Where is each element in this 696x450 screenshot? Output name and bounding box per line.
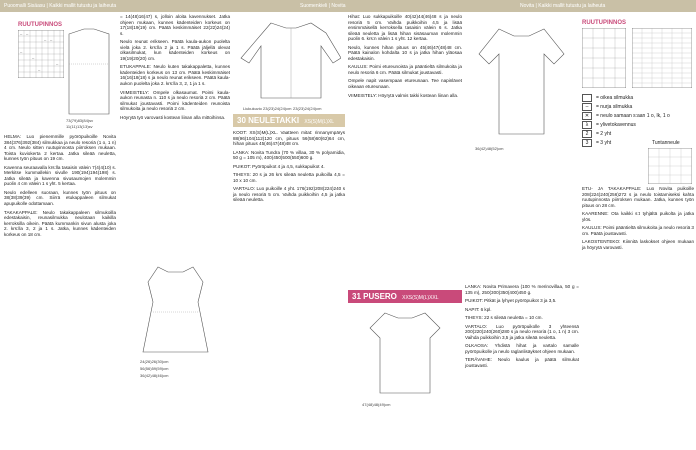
paragraph: Hihat: Luo sukkapuikoille 40(42)44(46)48 s ja neulo resoriä 5 cm. Vaihda puikkoihin 4,5 ja lisää ensimmäisellä kerroksella tasaisin välein 6 s. Jatka sileää neuletta ja lisää hihan sisäsauman molemmin puolin 6. krs:n välein 1 s yht. 12 kertaa. xyxy=(348,14,462,42)
legend-row xyxy=(582,94,692,101)
column-2-text xyxy=(120,14,230,123)
svg-text:–: – xyxy=(38,67,41,72)
paragraph: PUIKOT: Pitkät ja lyhyet pyöröpuikot 3 ja 3,5. xyxy=(465,298,557,304)
column-1 xyxy=(4,14,116,448)
column-1-text xyxy=(4,134,116,240)
header-middle-text: Suomenkieli | Novita xyxy=(300,3,346,9)
paragraph: HELMA: Luo pienemmille pyöröpuikoille Novita 384(376)392(384) silmukkaa ja neulo resoriä (1 o, 1 n) 4 cm. Neulo sitten ruutupinnosta piirroksen mukaan. Toista kuviokerta 2 kertaa. Jatka sileää neuletta, kunnes työn pituus on 19 cm. xyxy=(4,134,116,162)
paragraph: ETU- JA TAKAKAPPALE: Luo Novita puikoille 208(224)240(256)272 s ja neulo toistamiseksi kahta ruutupinnosta piirroksen mukaan. Jatka, kunnes työn pituus on 28 cm. xyxy=(582,186,694,208)
legend-symbol: ✕ xyxy=(582,112,592,120)
diagram-tag-1: 47(48)48(49)cm xyxy=(362,402,391,407)
column-3 xyxy=(233,14,345,448)
paragraph: ETUKAPPALE: Neulo kuten takakappaletta, kunnes kädenteiden korkeus on 13 cm. Päätä keskimmäiset 16(16)18(18) s ja neulo reunat erikseen. Päätä kaula-aukon puolelta joka 2. krs:lla 3, 2, 1 ja 1 s. xyxy=(120,64,230,87)
column-3-text xyxy=(233,130,345,206)
diagram-tag-1: Liukukuvio 23(23)24(24)cm xyxy=(243,106,292,111)
svg-text:–: – xyxy=(50,37,53,42)
legend-text: = oikea silmukka xyxy=(596,94,634,101)
paragraph: TAKAKAPPALE: Neulo takakappaleen silmukoilla edestakaisin, reunasilmukka neulotaan kaikilla kerroksilla oikein. Päätä kummankin sivun alusta joka 2. krs:lla 3, 2 ja 1 s. Jatka, kunnes kädenteiden korkeus on 18 cm. xyxy=(4,209,116,237)
paragraph: VIIMEISTELY: Höyrytä valmis takki kostean liinan alla. xyxy=(348,92,459,98)
tuntanneule-chart xyxy=(648,148,692,184)
column-4 xyxy=(348,14,462,448)
paragraph: Neulo, kunnes hihan pituus on 45(46)47(48)48 cm. Päätä kainalon kohdalta 10 s ja jatka hihan yläosaa edestakaisin. xyxy=(348,44,462,61)
legend-text: = nurja silmukka xyxy=(596,103,633,110)
paragraph: OLKAOSA: Yhdistä hihat ja vartalo samalle pyöröpuikolle ja neulo raglanlisäykset ohjeen mukaan. xyxy=(465,343,579,354)
pullover-schematic xyxy=(360,308,450,398)
section-30-header xyxy=(233,114,345,127)
svg-text:–: – xyxy=(32,55,35,60)
sweater-schematic xyxy=(469,24,573,144)
legend-symbol: 2 xyxy=(582,130,592,138)
paragraph: KAULUS: Poimi etureunoista ja pääntieltä silmukoita ja neulo resoriä 6 cm. Päätä silmukat joustavasti. xyxy=(348,64,462,75)
header-left-text: Puoomalli Sisäasu | Kaikki mallit tutustu ja laiheuta xyxy=(4,3,117,9)
column-6-text xyxy=(582,186,694,253)
paragraph: KAULUS: Poimi pääntieltä silmukoita ja neulo resoriä 3 cm. Päätä joustavasti. xyxy=(582,225,694,236)
legend-row xyxy=(582,130,692,137)
diagram-tag-1: 73(79)83(84)sv xyxy=(66,118,94,123)
paragraph: LANKA: Novita Primavera (100 % merinovillaa, 50 g = 135 m), 250(300)350(400)450 g. xyxy=(465,284,579,295)
paragraph: PUIKOT: Pyöröpuikot 4 ja 4,5, sukkapuikot 4. xyxy=(233,163,325,169)
paragraph: VARTALO: Luo pyöröpuikolle 3 yhteensä 200(220)240(260)280 s ja neulo resoriä (1 o, 1 n) 3 cm. Vaihda puikkoihin 3,5 ja jatka sileää neuletta. xyxy=(465,323,579,340)
ruutupinnos-label: RUUTUPINNOS xyxy=(18,22,63,28)
legend-symbol: λ xyxy=(582,121,592,129)
stitch-chart xyxy=(632,28,692,88)
section-title: 30 NEULETAKKI xyxy=(237,116,300,125)
paragraph: LAKOSTENTEKO: Kiinnitä laskokset ohjeen mukaan ja höyrytä varovasti. xyxy=(582,239,694,250)
ruutupinnos-chart xyxy=(18,30,64,78)
header-right-text: Novita | Kaikki mallit tutustu ja laiheuta xyxy=(520,3,606,9)
svg-text:–: – xyxy=(20,49,23,54)
diagram-tag-1: 36(42)48(52)cm xyxy=(475,146,504,151)
section-title: 31 PUSERO xyxy=(352,292,397,301)
column-4-text xyxy=(348,14,462,101)
ruutupinnos-label: RUUTUPINNOS xyxy=(582,20,627,26)
ruutupinnos-chart xyxy=(582,28,626,88)
legend-row xyxy=(582,121,692,128)
svg-text:–: – xyxy=(26,31,29,36)
legend-text: = neulo samaan s:aan 1 o, lk, 1 o xyxy=(596,112,670,119)
diagram-tag-2: 11(11)13(13)sv xyxy=(66,124,93,129)
dress-schematic xyxy=(128,262,223,357)
front-piece-schematic xyxy=(64,24,114,119)
paragraph: VIIMEISTELY: Ompele olkasaumat. Poimi kaula-aukon reunasta n. 110 s ja neulo resoriä 2 cm. Päätä silmukat joustavasti. Poimi kädenteiden reunoista silmukoita ja neulo resoriä 2 cm. xyxy=(120,89,230,112)
svg-text:–: – xyxy=(56,61,59,66)
paragraph: TIHEYS: 22 s sileää neuletta = 10 cm. xyxy=(465,315,543,321)
section-31-header xyxy=(348,290,462,303)
paragraph: Ompele napit vasempaan etureunaan. Tee napinlävet oikeaan etureunaan. xyxy=(348,78,462,90)
legend-text: = ylivetokavennus xyxy=(596,121,636,128)
column-6 xyxy=(582,14,694,448)
paragraph: TIHEYS: 20 s ja 26 krs sileää neuletta puikoilla 4,5 = 10 x 10 cm. xyxy=(233,172,345,183)
column-5-text xyxy=(465,284,579,372)
paragraph: VARTALO: Luo puikoille 4 yht. 176(192)208(224)240 s ja neulo resoriä 5 cm. Vaihda puikkoihin 4,5 ja jatka sileää neuletta. xyxy=(233,186,345,203)
legend-title: Tuntanneule xyxy=(652,140,680,146)
legend-text: = 2 yht xyxy=(596,130,612,137)
paragraph: KAARENNE: Ota kaikki s:t tyhjältä puikolta ja jatka ylös. xyxy=(582,211,694,222)
diagram-tag-1: 24(26)26(30)cm xyxy=(140,359,169,364)
legend-text: = 3 yht xyxy=(596,139,612,146)
section-subtitle: XS(S)M(L)XL xyxy=(304,119,335,125)
paragraph: Neulo reunat erikseen. Päätä kaula-aukon puolelta vielä joka 2. krs:lla 2 ja 1 s. Päätä jäljellä olevat olkasilmukat, kun kädenteiden korkeus on 19(19)20(20) cm. xyxy=(120,39,230,61)
diagram-tag-3: 36(42)48(46)cm xyxy=(140,373,169,378)
svg-text:–: – xyxy=(44,37,47,42)
svg-text:–: – xyxy=(20,31,23,36)
paragraph: = 14(48)16(47) s, jolloin aloita kavennukset. Jatka ohjeen mukaan, kunnes kädenteiden korkeus on 17(18)19(19) cm. Päätä keskimmäiset 22(22)24(24) s. xyxy=(120,14,230,36)
legend-symbol: – xyxy=(582,103,592,111)
legend-symbol: 3 xyxy=(582,139,592,147)
page-header-bar xyxy=(0,0,696,12)
column-5 xyxy=(465,14,579,448)
paragraph: TERÄVAIHE: Neulo kaulus ja päätä silmukat joustavasti. xyxy=(465,357,579,369)
section-subtitle: XXS(S)M(L)XXL xyxy=(402,295,439,301)
cardigan-schematic xyxy=(237,18,341,103)
paragraph: NAPIT: 6 kpl. xyxy=(465,306,492,312)
paragraph: KOOT: XS(S)M(L)XL. Vaatteen mitat: rinnanympärys 88(96)104(112)120 cm, pituus 56(58)60(62)64 cm, hihan pituus 45(46)47(48)48 cm. xyxy=(233,130,345,147)
paragraph: Neulo edelleen suoraan, kunnes työn pituus on 38(38)39(39) cm. Siirrä etukappaleen silmukat apupuikolle odottamaan. xyxy=(4,189,116,207)
legend-symbol xyxy=(582,94,592,102)
legend-row xyxy=(582,103,692,110)
paragraph: Kavenna seuraavalla krs:lla tasaisin välein 7(4)4(10) s. Merkitse kummallekin sivulle 190(194)194(198) s. Jatka sileää ja kavenna sivusaumojen molemmin puolin 4 cm välein 1 s yht. 5 kertaa. xyxy=(4,164,116,187)
diagram-tag-2: 56(56)59(59)cm xyxy=(140,366,169,371)
paragraph: Höyrytä työ varovasti kostean liinan alla mittoihinsa. xyxy=(120,114,226,120)
paragraph: LANKA: Novita Tundra (70 % villaa, 30 % polyamidia, 50 g = 105 m), 400(450)500(550)600 g. xyxy=(233,149,345,161)
diagram-tag-2: 23(23)24(24)cm xyxy=(293,106,322,111)
column-2 xyxy=(120,14,230,448)
legend-row xyxy=(582,112,692,119)
